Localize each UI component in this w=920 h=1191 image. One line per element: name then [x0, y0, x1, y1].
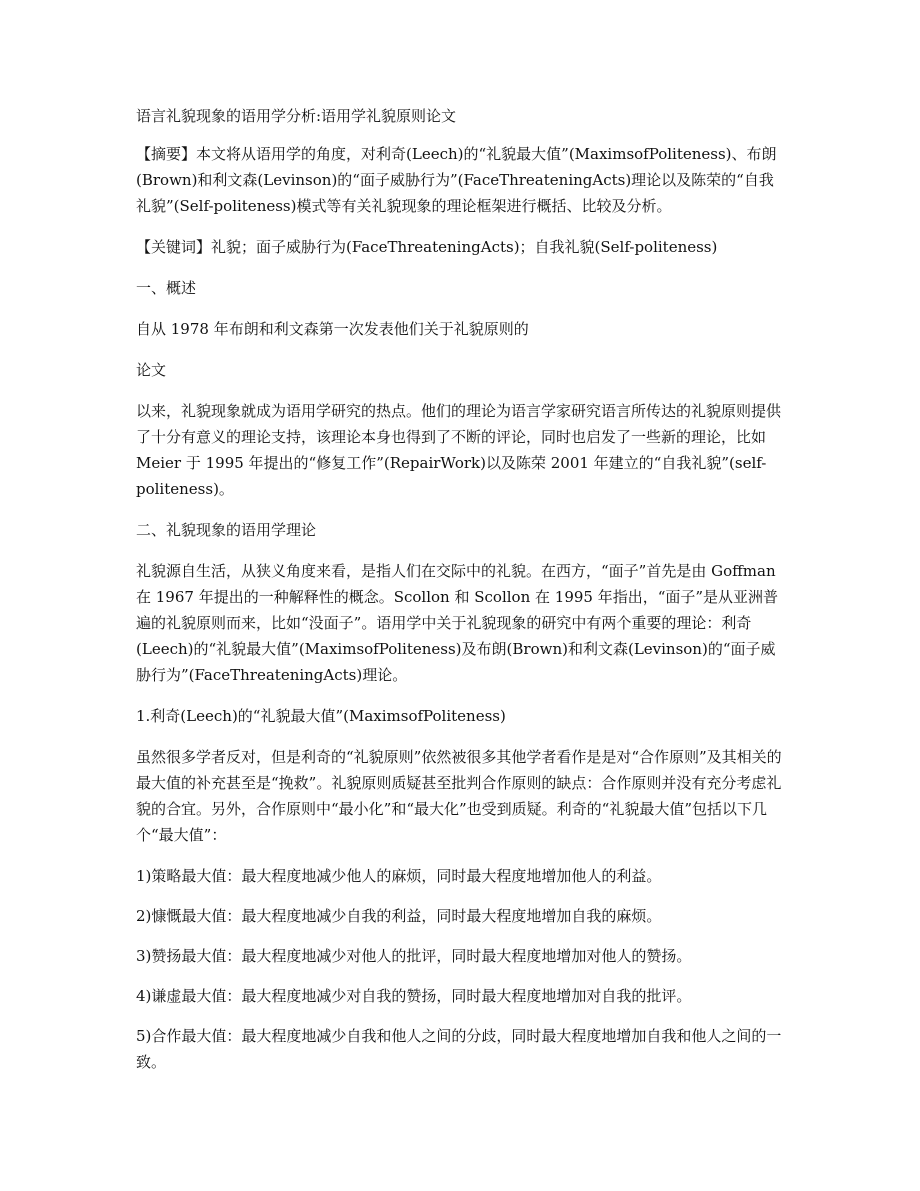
- section-heading-theories: 二、礼貌现象的语用学理论: [136, 521, 317, 539]
- maxim-item: 1)策略最大值：最大程度地减少他人的麻烦，同时最大程度地增加他人的利益。: [136, 867, 662, 885]
- keywords-paragraph: 【关键词】礼貌；面子威胁行为(FaceThreateningActs)；自我礼貌(Self-politeness): [136, 238, 718, 256]
- maxim-item: 5)合作最大值：最大程度地减少自我和他人之间的分歧，同时最大程度地增加自我和他人之间的一致。: [136, 1027, 782, 1071]
- maxim-item: 2)慷慨最大值：最大程度地减少自我的利益，同时最大程度地增加自我的麻烦。: [136, 907, 662, 925]
- maxim-item: 4)谦虚最大值：最大程度地减少对自我的赞扬，同时最大程度地增加对自我的批评。: [136, 987, 692, 1005]
- theories-paragraph: 礼貌源自生活，从狭义角度来看，是指人们在交际中的礼貌。在西方，“面子”首先是由 Goffman 在 1967 年提出的一种解释性的概念。Scollon 和 Scollon 在 1995 年指出，“面子”是从亚洲普遍的礼貌原则而来，比如“没面子”。语用学中关于礼貌现象的研究中有两个重要的理论：利奇(Leech)的“礼貌最大值”(MaximsofPoliteness)及布朗(Brown)和利文森(Levinson)的“面子威胁行为”(FaceThreateningActs)理论。: [136, 562, 779, 684]
- document-title: 语言礼貌现象的语用学分析:语用学礼貌原则论文: [136, 107, 457, 125]
- subsection-heading-leech: 1.利奇(Leech)的“礼貌最大值”(MaximsofPoliteness): [136, 707, 506, 725]
- section-heading-overview: 一、概述: [136, 279, 197, 297]
- maxim-item: 3)赞扬最大值：最大程度地减少对他人的批评，同时最大程度地增加对他人的赞扬。: [136, 947, 692, 965]
- overview-paragraph: 以来，礼貌现象就成为语用学研究的热点。他们的理论为语言学家研究语言所传达的礼貌原则提供了十分有意义的理论支持，该理论本身也得到了不断的评论，同时也启发了一些新的理论，比如 Meier 于 1995 年提出的“修复工作”(RepairWork)以及陈荣 2001 年建立的“自我礼貌”(self-politeness)。: [136, 402, 782, 498]
- leech-paragraph: 虽然很多学者反对，但是利奇的“礼貌原则”依然被很多其他学者看作是是对“合作原则”及其相关的最大值的补充甚至是“挽救”。礼貌原则质疑甚至批判合作原则的缺点：合作原则并没有充分考虑礼貌的合宜。另外，合作原则中“最小化”和“最大化”也受到质疑。利奇的“礼貌最大值”包括以下几个“最大值”：: [136, 748, 782, 844]
- abstract-paragraph: 【摘要】本文将从语用学的角度，对利奇(Leech)的“礼貌最大值”(MaximsofPoliteness)、布朗(Brown)和利文森(Levinson)的“面子威胁行为”(FaceThreateningActs)理论以及陈荣的“自我礼貌”(Self-politeness)模式等有关礼貌现象的理论框架进行概括、比较及分析。: [136, 145, 777, 215]
- overview-line-2: 论文: [136, 361, 167, 379]
- overview-line-1: 自从 1978 年布朗和利文森第一次发表他们关于礼貌原则的: [136, 320, 529, 338]
